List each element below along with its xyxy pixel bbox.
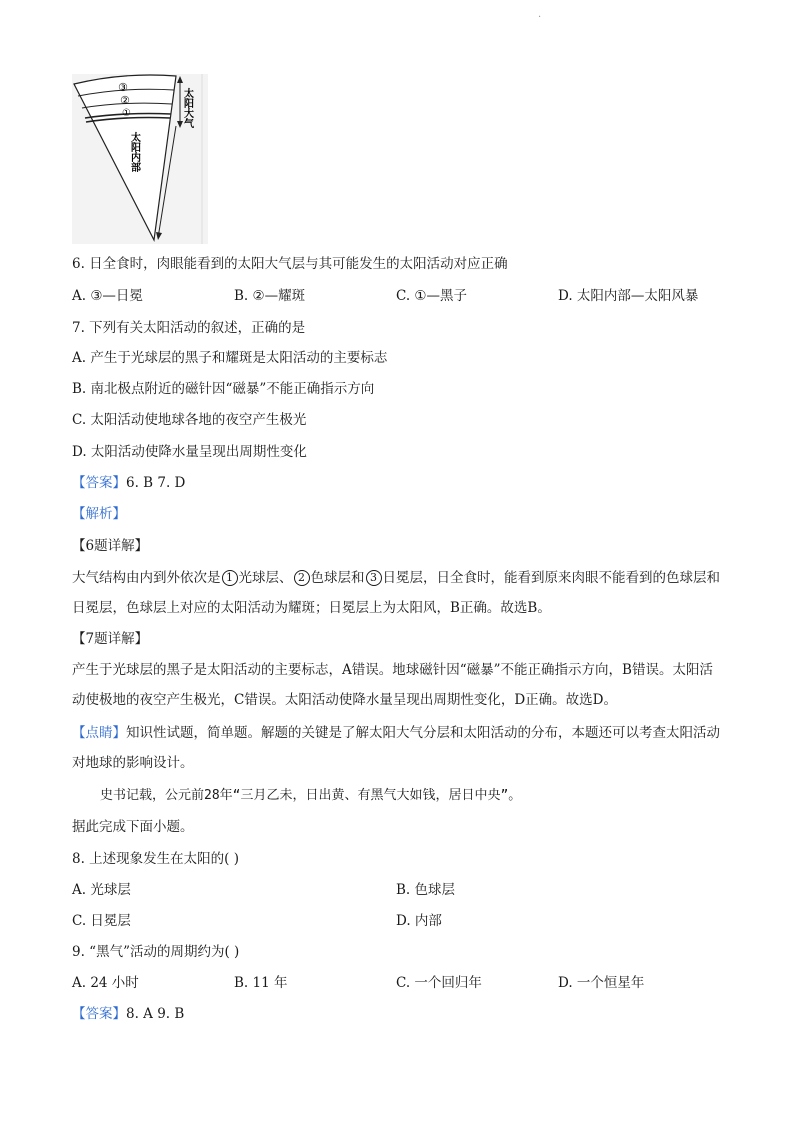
q8-option-b: B. 色球层	[396, 882, 456, 898]
q7-stem: 7. 下列有关太阳活动的叙述，正确的是	[72, 320, 306, 336]
q7-option-a: A. 产生于光球层的黑子和耀斑是太阳活动的主要标志	[72, 350, 388, 366]
comment-text: 知识性试题，简单题。解题的关键是了解太阳大气分层和太阳活动的分布，本题还可以考查太阳活动对地球的影响设计。	[72, 725, 720, 771]
layer1-label: ①	[122, 108, 131, 119]
q8-option-d: D. 内部	[396, 913, 442, 929]
q6-stem: 6. 日全食时，肉眼能看到的太阳大气层与其可能发生的太阳活动对应正确	[72, 256, 508, 272]
q6-option-b: B. ②—耀斑	[234, 288, 306, 304]
detail7-text: 产生于光球层的黑子是太阳活动的主要标志，A错误。地球磁针因“磁暴”不能正确指示方向，B错误。太阳活动使极地的夜空产生极光，C错误。太阳活动使降水量呈现出周期性变化，D正确。故选D。	[72, 662, 713, 708]
answer-text: 6. B 7. D	[126, 475, 186, 491]
layer2-label: ②	[120, 94, 130, 107]
material-text: 史书记载，公元前28年“三月乙未，日出黄、有黑气大如钱，居日中央”。	[100, 788, 522, 803]
detail6-text	[72, 563, 722, 623]
analysis-tag: 【解析】	[72, 506, 126, 522]
circled-2: 2	[294, 570, 310, 586]
sun-structure-figure	[72, 74, 208, 244]
detail6-title: 【6题详解】	[72, 538, 149, 554]
detail6-part-a: 大气结构由内到外依次是	[72, 570, 221, 586]
q6-option-c: C. ①—黑子	[396, 288, 468, 304]
answer-tag: 【答案】	[72, 475, 126, 491]
answer2-tag: 【答案】	[72, 1006, 126, 1022]
q8-option-c: C. 日冕层	[72, 913, 131, 929]
comment	[72, 718, 722, 778]
layer3-label: ③	[118, 81, 128, 94]
scan-dot: ·	[538, 12, 542, 23]
q9-option-a: A. 24 小时	[72, 975, 139, 991]
q9-option-c: C. 一个回归年	[396, 975, 482, 991]
detail6-part-d: 日冕层，日全食时，能看到原来肉眼不能看到的色球层和日冕层，色球层上对应的太阳活动为耀斑；日冕层上为太阳风，B正确。故选B。	[72, 570, 720, 616]
instruction-text: 据此完成下面小题。	[72, 819, 194, 835]
atmosphere-label: 太阳大气	[181, 88, 193, 128]
q6-option-a: A. ③—日冕	[72, 288, 143, 304]
comment-tag: 【点睛】	[72, 725, 126, 741]
interior-label: 太阳内部	[128, 132, 140, 172]
q9-stem: 9. “黑气”活动的周期约为( )	[72, 944, 240, 960]
q8-stem: 8. 上述现象发生在太阳的( )	[72, 851, 239, 867]
detail6-part-c: 色球层和	[310, 570, 365, 586]
q7-option-d: D. 太阳活动使降水量呈现出周期性变化	[72, 444, 307, 460]
q8-option-a: A. 光球层	[72, 882, 131, 898]
q6-option-d: D. 太阳内部—太阳风暴	[558, 288, 699, 304]
q9-option-d: D. 一个恒星年	[558, 975, 645, 991]
answer2-text: 8. A 9. B	[126, 1006, 185, 1022]
q7-option-c: C. 太阳活动使地球各地的夜空产生极光	[72, 412, 307, 428]
detail6-part-b: 光球层、	[238, 570, 293, 586]
q9-option-b: B. 11 年	[234, 975, 288, 991]
q7-option-b: B. 南北极点附近的磁针因“磁暴”不能正确指示方向	[72, 381, 375, 397]
answer-1	[72, 473, 185, 493]
circled-1: 1	[222, 570, 238, 586]
circled-3: 3	[366, 570, 382, 586]
answer-2	[72, 1004, 184, 1024]
detail7-title: 【7题详解】	[72, 631, 149, 647]
